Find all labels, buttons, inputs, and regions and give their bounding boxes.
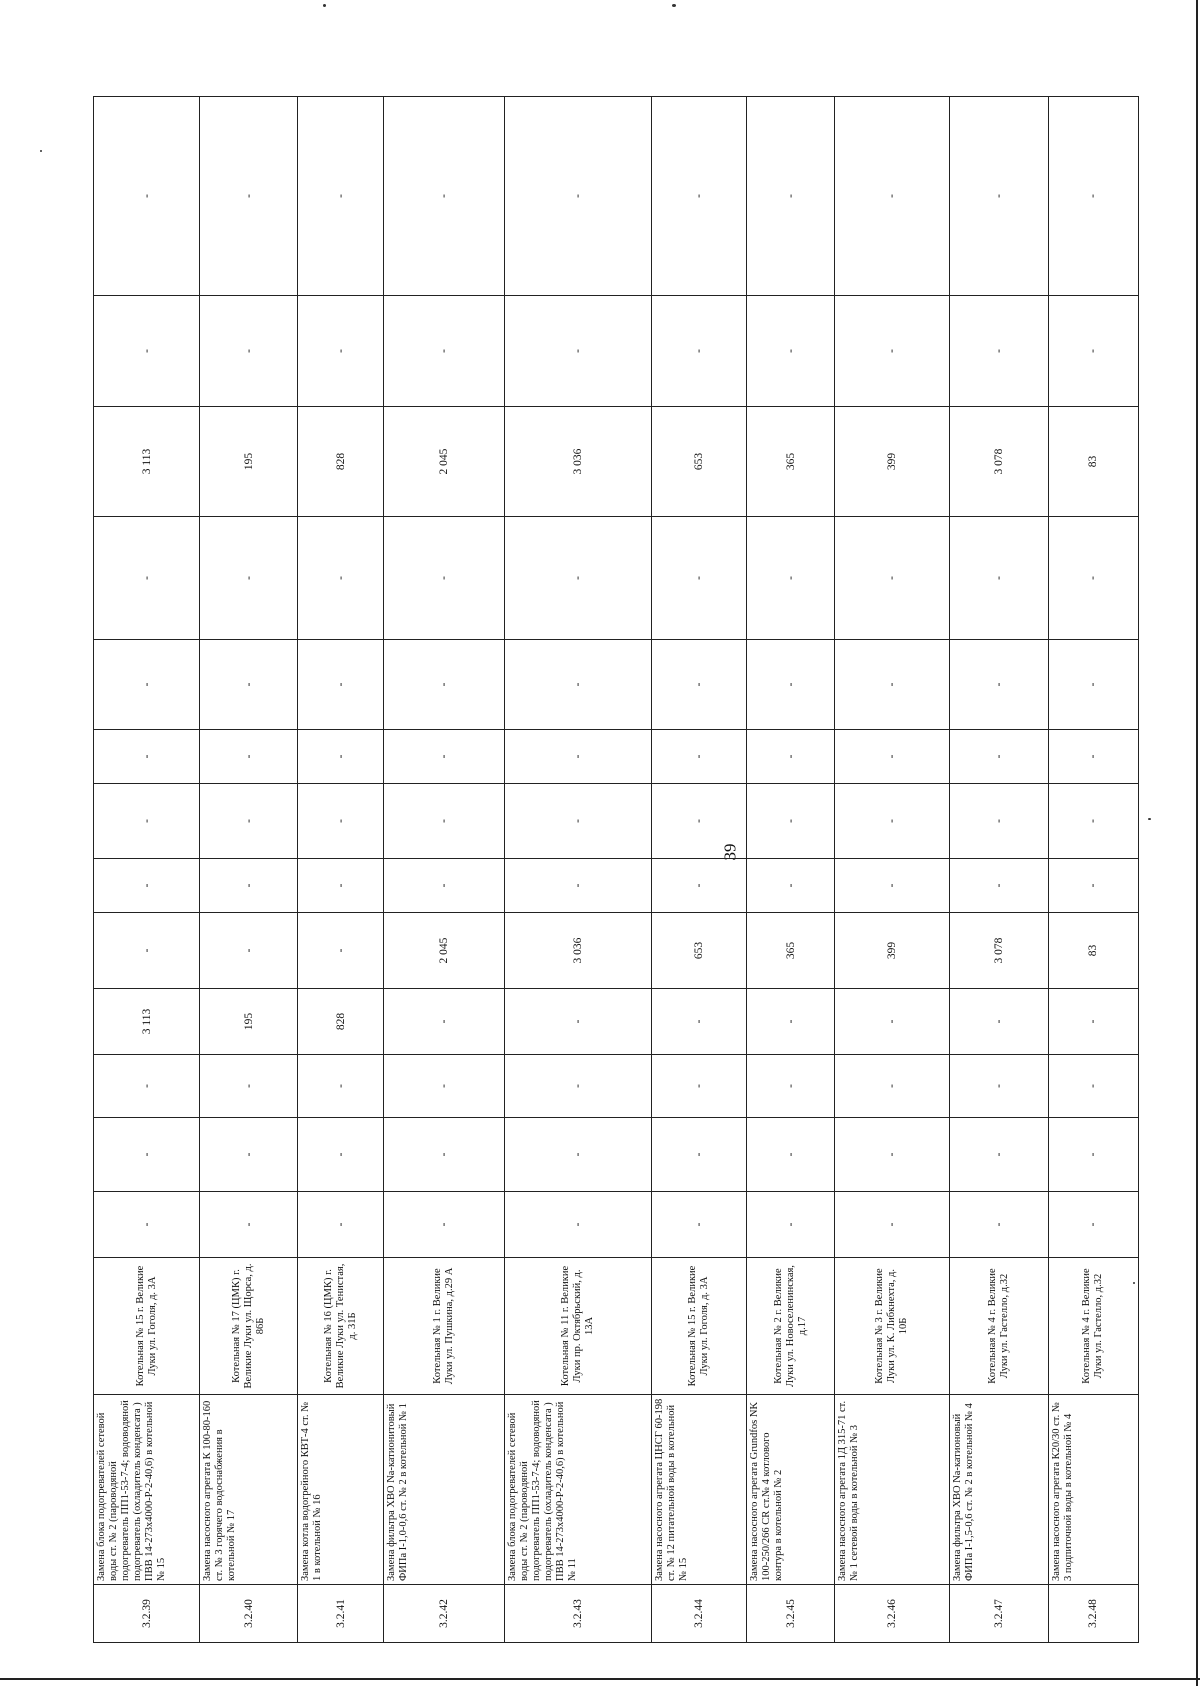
value-cell: - — [505, 859, 652, 913]
value-cell: - — [835, 296, 950, 407]
object-location-cell: Котельная № 2 г. Великие Луки ул. Новоселенинская, д.17 — [747, 1258, 835, 1395]
value-cell: - — [1048, 784, 1138, 859]
value-cell: - — [200, 1118, 298, 1192]
value-cell: - — [384, 517, 505, 640]
table-row — [950, 97, 1048, 1643]
value-cell: 195 — [200, 989, 298, 1055]
value-cell: - — [94, 1118, 200, 1192]
value-cell: - — [505, 1055, 652, 1118]
table-row — [384, 97, 505, 1643]
row-number-cell: 3.2.41 — [298, 1585, 384, 1643]
value-cell: - — [94, 859, 200, 913]
work-description-cell: Замена насосного агрегата Grundfos NK 100-250/266 CR ст.№ 4 котлового контура в котельной № 2 — [747, 1395, 835, 1585]
work-description-cell: Замена блока подогревателей сетевой воды ст. № 2 (пароводяной подогреватель ПП1-53-7-4; водоводяной подогреватель (охладитель конденсата ) ПВВ 14-273х4000-Р-2-40,6) в котельной № 15 — [94, 1395, 200, 1585]
value-cell: - — [1048, 859, 1138, 913]
value-cell: - — [1048, 989, 1138, 1055]
value-cell: - — [384, 640, 505, 730]
value-cell: 3 078 — [950, 913, 1048, 989]
value-cell: - — [652, 517, 747, 640]
scan-speck — [40, 150, 42, 152]
value-cell: - — [950, 97, 1048, 296]
value-cell: - — [94, 640, 200, 730]
value-cell: - — [747, 296, 835, 407]
work-description-cell: Замена насосного агрегата 1Д 315-71 ст. № 1 сетевой воды в котельной № 3 — [835, 1395, 950, 1585]
row-number-cell: 3.2.42 — [384, 1585, 505, 1643]
value-cell: 83 — [1048, 407, 1138, 517]
row-number-cell: 3.2.47 — [950, 1585, 1048, 1643]
value-cell: - — [94, 517, 200, 640]
value-cell: - — [652, 1055, 747, 1118]
value-cell: - — [950, 730, 1048, 784]
value-cell: - — [652, 989, 747, 1055]
rotated-table-container — [93, 96, 1139, 1643]
value-cell: - — [505, 1118, 652, 1192]
value-cell: - — [652, 97, 747, 296]
value-cell: - — [298, 640, 384, 730]
value-cell: 365 — [747, 407, 835, 517]
value-cell: - — [200, 784, 298, 859]
value-cell: - — [950, 1118, 1048, 1192]
value-cell: - — [950, 784, 1048, 859]
scan-speck — [323, 4, 326, 7]
table-row — [835, 97, 950, 1643]
row-number-cell: 3.2.45 — [747, 1585, 835, 1643]
value-cell: - — [747, 989, 835, 1055]
value-cell: - — [835, 640, 950, 730]
work-description-cell: Замена насосного агрегата К20/30 ст. № 3 подпиточной воды в котельной № 4 — [1048, 1395, 1138, 1585]
value-cell: - — [384, 296, 505, 407]
value-cell: 2 045 — [384, 913, 505, 989]
object-location-cell: Котельная № 16 (ЦМК) г. Великие Луки ул. Тенистая, д. 31Б — [298, 1258, 384, 1395]
table-body — [94, 97, 1139, 1643]
object-location-cell: Котельная № 3 г. Великие Луки ул. К. Либкнехта, д. 10Б — [835, 1258, 950, 1395]
row-number-cell: 3.2.43 — [505, 1585, 652, 1643]
value-cell: - — [384, 1118, 505, 1192]
table-row — [94, 97, 200, 1643]
value-cell: - — [1048, 1055, 1138, 1118]
value-cell: - — [747, 1192, 835, 1258]
value-cell: - — [747, 97, 835, 296]
value-cell: - — [652, 784, 747, 859]
value-cell: 3 036 — [505, 407, 652, 517]
value-cell: 3 078 — [950, 407, 1048, 517]
value-cell: - — [747, 640, 835, 730]
row-number-cell: 3.2.39 — [94, 1585, 200, 1643]
value-cell: - — [200, 640, 298, 730]
value-cell: - — [94, 1192, 200, 1258]
value-cell: - — [200, 296, 298, 407]
value-cell: - — [200, 859, 298, 913]
value-cell: - — [1048, 296, 1138, 407]
page-border-bottom — [0, 1678, 1200, 1680]
value-cell: - — [94, 784, 200, 859]
value-cell: 399 — [835, 407, 950, 517]
value-cell: - — [94, 1055, 200, 1118]
value-cell: 83 — [1048, 913, 1138, 989]
value-cell: - — [94, 97, 200, 296]
value-cell: 828 — [298, 989, 384, 1055]
table-row — [200, 97, 298, 1643]
table-row — [1048, 97, 1138, 1643]
object-location-cell: Котельная № 17 (ЦМК) г. Великие Луки ул. Щорса, д. 86Б — [200, 1258, 298, 1395]
value-cell: - — [94, 913, 200, 989]
value-cell: 653 — [652, 913, 747, 989]
value-cell: - — [200, 97, 298, 296]
value-cell: - — [652, 640, 747, 730]
investment-program-table — [93, 96, 1139, 1643]
value-cell: - — [298, 1118, 384, 1192]
value-cell: - — [652, 1192, 747, 1258]
value-cell: - — [835, 784, 950, 859]
value-cell: - — [950, 640, 1048, 730]
value-cell: - — [652, 730, 747, 784]
value-cell: 399 — [835, 913, 950, 989]
value-cell: - — [384, 730, 505, 784]
value-cell: - — [1048, 97, 1138, 296]
value-cell: - — [505, 640, 652, 730]
value-cell: - — [1048, 1118, 1138, 1192]
value-cell: - — [1048, 730, 1138, 784]
value-cell: - — [950, 517, 1048, 640]
value-cell: - — [384, 97, 505, 296]
row-number-cell: 3.2.48 — [1048, 1585, 1138, 1643]
scan-speck — [1148, 818, 1151, 820]
value-cell: - — [200, 730, 298, 784]
value-cell: - — [505, 97, 652, 296]
value-cell: - — [200, 1192, 298, 1258]
value-cell: - — [384, 989, 505, 1055]
value-cell: - — [200, 517, 298, 640]
value-cell: - — [298, 913, 384, 989]
value-cell: - — [384, 1055, 505, 1118]
value-cell: - — [950, 859, 1048, 913]
value-cell: - — [298, 97, 384, 296]
value-cell: - — [652, 296, 747, 407]
value-cell: - — [835, 1118, 950, 1192]
value-cell: - — [950, 989, 1048, 1055]
value-cell: - — [1048, 640, 1138, 730]
value-cell: - — [505, 784, 652, 859]
value-cell: - — [835, 859, 950, 913]
work-description-cell: Замена насосного агрегата ЦНСГ 60-198 ст. № 12 питательной воды в котельной № 15 — [652, 1395, 747, 1585]
value-cell: - — [950, 1192, 1048, 1258]
value-cell: - — [94, 296, 200, 407]
value-cell: - — [384, 859, 505, 913]
value-cell: - — [505, 989, 652, 1055]
value-cell: - — [505, 1192, 652, 1258]
value-cell: - — [835, 517, 950, 640]
value-cell: - — [200, 913, 298, 989]
value-cell: - — [505, 730, 652, 784]
value-cell: 2 045 — [384, 407, 505, 517]
value-cell: - — [835, 1055, 950, 1118]
value-cell: - — [298, 296, 384, 407]
value-cell: 3 113 — [94, 407, 200, 517]
row-number-cell: 3.2.46 — [835, 1585, 950, 1643]
value-cell: - — [384, 1192, 505, 1258]
value-cell: - — [298, 1192, 384, 1258]
value-cell: - — [298, 859, 384, 913]
table-row — [747, 97, 835, 1643]
value-cell: - — [747, 517, 835, 640]
object-location-cell: Котельная № 15 г. Великие Луки ул. Гоголя, д. 3А — [94, 1258, 200, 1395]
value-cell: - — [835, 1192, 950, 1258]
work-description-cell: Замена фильтра ХВО Na-катионовый ФИПа I-1,5-0,6 ст. № 2 в котельной № 4 — [950, 1395, 1048, 1585]
object-location-cell: Котельная № 15 г. Великие Луки ул. Гоголя, д. 3А — [652, 1258, 747, 1395]
object-location-cell: Котельная № 1 г. Великие Луки ул. Пушкина, д.29 А — [384, 1258, 505, 1395]
value-cell: - — [652, 859, 747, 913]
value-cell: - — [747, 1118, 835, 1192]
value-cell: - — [747, 730, 835, 784]
value-cell: - — [950, 1055, 1048, 1118]
value-cell: - — [747, 1055, 835, 1118]
value-cell: 653 — [652, 407, 747, 517]
value-cell: - — [835, 989, 950, 1055]
value-cell: - — [94, 730, 200, 784]
value-cell: - — [835, 730, 950, 784]
table-row — [298, 97, 384, 1643]
page-number: 39 — [720, 843, 740, 861]
object-location-cell: Котельная № 4 г. Великие Луки ул. Гастелло, д.32 — [1048, 1258, 1138, 1395]
work-description-cell: Замена котла водогрейного КВТ-4 ст. № 1 в котельной № 16 — [298, 1395, 384, 1585]
value-cell: - — [652, 1118, 747, 1192]
row-number-cell: 3.2.40 — [200, 1585, 298, 1643]
work-description-cell: Замена насосного агрегата К 100-80-160 ст. № 3 горячего водоснабжения в котельной № 17 — [200, 1395, 298, 1585]
value-cell: - — [505, 517, 652, 640]
value-cell: - — [747, 859, 835, 913]
work-description-cell: Замена блока подогревателей сетевой воды ст. № 2 (пароводяной подогреватель ПП1-53-7-4; водоводяной подогреватель (охладитель конденсата ) ПВВ 14-273х4000-Р-2-40,6) в котельной № 11 — [505, 1395, 652, 1585]
value-cell: - — [298, 784, 384, 859]
value-cell: - — [747, 784, 835, 859]
value-cell: 3 113 — [94, 989, 200, 1055]
value-cell: 828 — [298, 407, 384, 517]
table-row — [505, 97, 652, 1643]
value-cell: 365 — [747, 913, 835, 989]
value-cell: - — [835, 97, 950, 296]
object-location-cell: Котельная № 11 г. Великие Луки пр. Октябрьский, д. 13А — [505, 1258, 652, 1395]
value-cell: - — [1048, 1192, 1138, 1258]
scan-speck — [672, 4, 676, 7]
table-row — [652, 97, 747, 1643]
value-cell: - — [200, 1055, 298, 1118]
page-border-right — [1196, 0, 1198, 1686]
value-cell: - — [505, 296, 652, 407]
value-cell: - — [1048, 517, 1138, 640]
row-number-cell: 3.2.44 — [652, 1585, 747, 1643]
object-location-cell: Котельная № 4 г. Великие Луки ул. Гастелло, д.32 — [950, 1258, 1048, 1395]
value-cell: - — [298, 517, 384, 640]
value-cell: - — [384, 784, 505, 859]
value-cell: 195 — [200, 407, 298, 517]
value-cell: - — [950, 296, 1048, 407]
value-cell: - — [298, 730, 384, 784]
work-description-cell: Замена фильтра ХВО Na-катионитовый ФИПа I-1,0-0,6 ст. № 2 в котельной № 1 — [384, 1395, 505, 1585]
value-cell: - — [298, 1055, 384, 1118]
value-cell: 3 036 — [505, 913, 652, 989]
